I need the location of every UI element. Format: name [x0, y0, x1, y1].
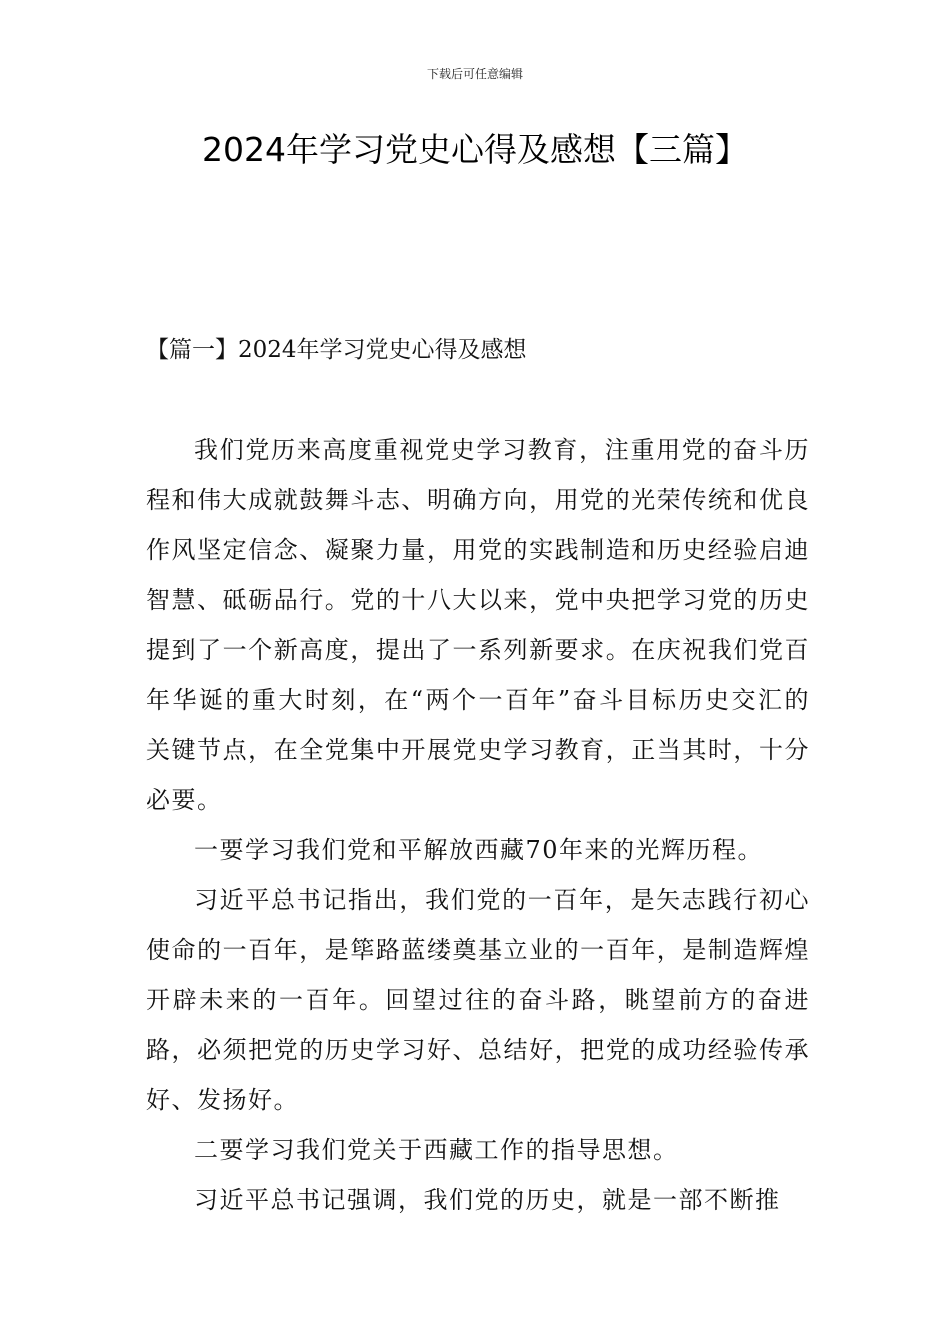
body-text [146, 425, 810, 1225]
paragraph: 习近平总书记指出，我们党的一百年，是矢志践行初心使命的一百年，是筚路蓝缕奠基立业的一百年，是制造辉煌开辟未来的一百年。回望过往的奋斗路，眺望前方的奋进路，必须把党的历史学习好、总结好，把党的成功经验传承好、发扬好。 [146, 886, 810, 1114]
paragraph: 习近平总书记强调，我们党的历史，就是一部不断推 [194, 1186, 781, 1214]
paragraph: 我们党历来高度重视党史学习教育，注重用党的奋斗历程和伟大成就鼓舞斗志、明确方向，用党的光荣传统和优良作风坚定信念、凝聚力量，用党的实践制造和历史经验启迪智慧、砥砺品行。党的十八大以来，党中央把学习党的历史提到了一个新高度，提出了一系列新要求。在庆祝我们党百年华诞的重大时刻，在“两个一百年”奋斗目标历史交汇的关键节点，在全党集中开展党史学习教育，正当其时，十分必要。 [146, 436, 810, 814]
section-heading: 【篇一】2024年学习党史心得及感想 [146, 337, 527, 363]
document-title: 2024年学习党史心得及感想【三篇】 [202, 130, 748, 169]
paragraph: 一要学习我们党和平解放西藏70年来的光辉历程。 [194, 836, 764, 864]
header-note: 下载后可任意编辑 [426, 67, 523, 81]
paragraph: 二要学习我们党关于西藏工作的指导思想。 [194, 1136, 679, 1164]
